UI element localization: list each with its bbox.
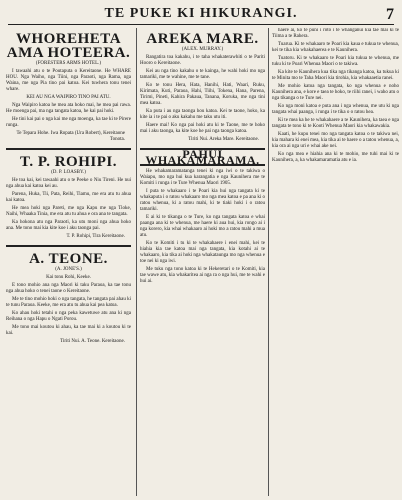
right-paragraph-7: Ki te mea ka he te whakahaere a te Kaunihera, ka taea e nga tangata te tono ki te Kooti Whenua Maori kia whakawakia. — [272, 118, 399, 129]
areka-paragraph-2: Kei au nga tino kakahu o te kainga, he wahi hoki mo nga tamariki, me te wahine, me te tane. — [140, 69, 265, 80]
rohipi-paragraph-2: He mea hoki nga Pareti, me nga Kapu me nga Tioke, Naihi, Whaaka Tinia, me era atu tu ahua e ora ana te tangata. — [6, 206, 131, 217]
divider — [6, 245, 131, 247]
rohipi-signature: T. P. Rohipi, Tira Kereitaone. — [66, 234, 125, 239]
areka-paragraph-4: Haere mai! Ko nga pai hoki atu ki te Taone, me te hoko mai i aku taonga, ka kite koe he pai nga taonga katoa. — [140, 123, 265, 134]
teone-paragraph-4: Me tono mai koutou ki ahau, ka tae mai ki a koutou ki te kai. — [6, 325, 131, 336]
teone-paragraph: E tono mohio ana nga Maori ki taku Paraoa, ka tae tonu nga ahua hoko o tenei taone o Kereitaone. — [6, 283, 131, 294]
right-paragraph-6: Ko nga moni katoa e puta ana i nga whenua, me utu ki nga tangata whai paanga, i runga i te tika o o ratou hea. — [272, 104, 399, 115]
areka-heading: AREKA MARE. — [146, 31, 259, 47]
hotel-notice: KEI AU NGA WAIPIRO TINO PAI ATU. — [26, 95, 111, 100]
column-middle — [136, 28, 265, 496]
hotel-signature: Te Tepara Hohe. Iwa Ropata (Ura Robert), Kereitaone Tonota. — [16, 131, 125, 142]
rohipi-heading: T. P. ROHIPI. — [20, 154, 117, 170]
pahui-heading: PAHUI WHAKAMARAMA. — [140, 148, 265, 166]
right-paragraph-2: Tuarua. Ki te whakaaro te Poari kia kaua e tukua te whenua, kei te tika kia whakahaerea e te Kaunihera. — [272, 42, 399, 53]
pahui-paragraph-5: Me tuku nga tono katoa ki te Hekeretari o te Komiti, kia tae wawe atu, kia whakaritea ai nga ra o nga hui, me te wahi e hui ai. — [140, 267, 265, 284]
areka-paragraph-3: Ka puta i au nga taonga hou katoa. Kei te taone, hoko, ka kite ia i te pai o aku kakahu me taku utu iti. — [140, 109, 265, 120]
rohipi-paragraph: He toa kai, kei tawaahi atu o te Peeke o Niu Tireni. He nui nga ahua kai katoa kei au. — [6, 178, 131, 189]
areka-subheading: (ALEX. MURRAY.) — [181, 47, 224, 52]
teone-signature: Tiriti Nui. A. Teone. Kereitaone. — [60, 339, 125, 344]
hotel-paragraph-3: He tini kai pai o nga kai me nga moenga, ka tae ki te Pirere runga. — [6, 117, 131, 128]
pahui-paragraph-2: I puta te whakaaro i te Poari kia hui nga tangata ki te whakaputa i o ratou whakaaro mo nga mea katoa e pa ana ki o ratou whenua, ki a ratou mahi, ki te tiaki hoki i o ratou tamariki. — [140, 189, 265, 212]
right-paragraph-3: Tuatoru. Ki te whakaaro te Poari kia tukua te whenua, me tuku ki te Poari Whenua Maori o te takiwa. — [272, 56, 399, 67]
rohipi-paragraph-3: Ka hokona atu nga Paraoti, ka utu moni nga ahua hoko ana. Me tono mai kia kite koe i aku taonga pai. — [6, 220, 131, 231]
right-paragraph-5: Me mohio katoa nga tangata, ko nga whenua e noho Kaunihera ana, e kore e taea te hoko, te riihi ranei, i waho atu o nga tikanga o te Ture nei. — [272, 84, 399, 101]
rohipi-subheading: (D. P. LOASBY.) — [51, 170, 86, 175]
areka-signature: Tiriti Nui. Areka Mare. Kereitaone. — [188, 137, 259, 142]
pahui-paragraph-3: E ai ki te tikanga o te Ture, ko nga tangata katoa e whai paanga ana ki te whenua, me haere ki aua hui, kia rongo ai i nga korero, kia whai whakaaro ai hoki mo a ratou mahi a mua atu. — [140, 215, 265, 238]
teone-paragraph-3: Ko ahau hoki tetahi o nga peka kawetuwe atu ana ki nga Reihana o nga Hapu o Ngati Porou. — [6, 311, 131, 322]
right-paragraph-8: Kaati, he kupu tenei mo nga tangata katoa o te takiwa nei, kia mahara ki enei mea, kia tika ai te haere o a tatou whenua, a, kia ora ai nga uri e whai ake nei. — [272, 132, 399, 149]
newspaper-title: TE PUKE KI HIKURANGI. — [104, 6, 298, 21]
teone-subheading: (A. JONE'S.) — [55, 267, 82, 272]
right-paragraph-1: haere ai, ko te puni i roto i te whanganui kia tae mai ki te Tiima a te Rahera. — [272, 28, 399, 39]
teone-heading: A. TEONE. — [29, 251, 108, 267]
column-right — [268, 28, 399, 496]
pahui-paragraph: He whakamaramatanga tenei ki nga iwi o te takiwa o Waiapu, mo nga hui kua karangatia e nga Kaunihera me te Komiti i runga i te Ture Whenua Maori 1905. — [140, 169, 265, 186]
right-paragraph-4: Ka kite te Kaunihera kua tika nga tikanga katoa, ka tukua ki te Minita mo te Taha Maori kia tirohia, kia whakaaetia ranei. — [272, 70, 399, 81]
teone-kai: Kai tonu Rohi, Keeke. — [46, 275, 91, 280]
column-left — [6, 28, 131, 496]
page-header — [8, 6, 394, 25]
hotel-paragraph-2: Nga Waipiro katoa he mea ata hoko mai, he mea pai rawa. He moenga pai, ma nga tangata katoa, he kai pai hoki. — [6, 103, 131, 114]
areka-list: Ko te tonu Hera, Hata, Hanihi, Hati, Waari, Ruku, Kirimata, Kuti, Paraoa, Hahi, Tiihi, Tokena, Hana, Parena, Tirimi, Pineti, Kahira Pakaua, Tanana, Koruka, me nga tini mea katoa. — [140, 83, 265, 106]
right-paragraph-9: Ko nga mea e hiahia ana ki te mohio, me tuhi mai ki te Kaunihera, a, ka whakamaramatia atu e ia. — [272, 152, 399, 163]
teone-paragraph-2: Me te tino mohio hoki o nga tangata, he tangata pai ahau ki te tunu Paraoa. Keeke, me era atu tu ahua kai pea katoa. — [6, 297, 131, 308]
hotel-subheading: (FORESTERS ARMS HOTEL.) — [35, 61, 102, 66]
hotel-heading: WHOREHETA AMA HOTEERA. — [6, 31, 131, 61]
hotel-paragraph: I tawaahi atu o te Poutaputa o Kereitaone. He WHARE HOU. Nga Waiho, nga Tiini, nga Paraoti, nga Rama, nga Waina, me nga Pia tino pai katoa. Kei tuwhera tonu tenei whare. — [6, 69, 131, 92]
areka-paragraph: Rangatira toa kakahu, i te taha whakaterawhiti o te Pariti Hooro o Kereitaone. — [140, 55, 265, 66]
divider — [6, 148, 131, 150]
pahui-paragraph-4: Ko te Komiti i tu ki te whakahaere i enei mahi, kei te hiahia kia tae katoa mai nga tangata, kia kotahi ai te whakaaro, kia tika ai hoki nga whakataunga mo nga whenua e toe nei ki nga iwi. — [140, 241, 265, 264]
rohipi-list: Parena, Huka, Tii, Pata, Reihi, Tiamu, me era atu tu ahua kai katoa. — [6, 192, 131, 203]
page-number: 7 — [386, 6, 394, 23]
